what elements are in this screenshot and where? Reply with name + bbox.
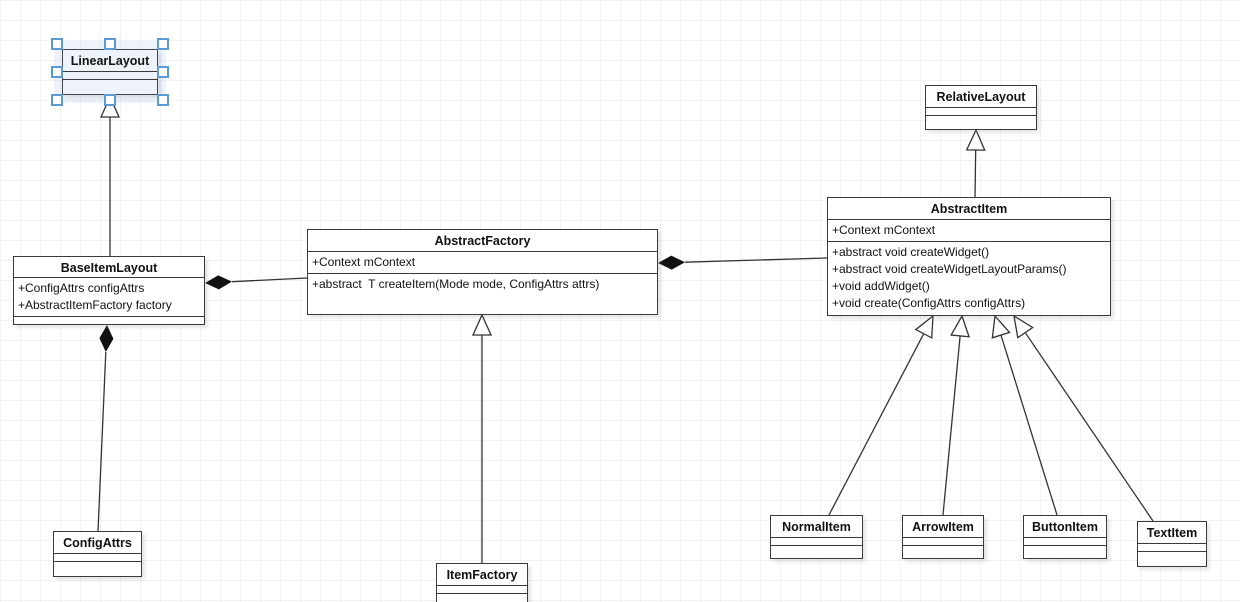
- class-title: ConfigAttrs: [54, 532, 141, 554]
- class-node-relative-layout[interactable]: [925, 85, 1037, 130]
- class-attributes-compartment: [1024, 538, 1106, 546]
- class-methods-compartment: [771, 546, 862, 558]
- class-method: +abstract T createItem(Mode mode, ConfigAttrs attrs): [312, 277, 600, 291]
- class-attributes-compartment: [437, 586, 527, 594]
- class-title: NormalItem: [771, 516, 862, 538]
- class-node-normal-item[interactable]: [770, 515, 863, 559]
- class-methods-compartment: [1138, 552, 1206, 566]
- generalization-arrowhead: [916, 316, 933, 338]
- class-method: +abstract void createWidgetLayoutParams(): [832, 262, 1067, 276]
- resize-handle-nw[interactable]: [51, 38, 63, 50]
- class-node-config-attrs[interactable]: [53, 531, 142, 577]
- resize-handle-se[interactable]: [157, 94, 169, 106]
- generalization-arrowhead: [1014, 316, 1033, 338]
- generalization-arrowhead: [473, 315, 491, 335]
- class-title: TextItem: [1138, 522, 1206, 544]
- class-title: ArrowItem: [903, 516, 983, 538]
- composition-diamond: [99, 325, 113, 352]
- class-attribute: +Context mContext: [832, 223, 936, 237]
- class-node-base-item-layout[interactable]: [13, 256, 205, 325]
- class-node-linear-layout[interactable]: [62, 49, 158, 95]
- class-node-item-factory[interactable]: [436, 563, 528, 602]
- class-attributes-compartment: [926, 108, 1036, 116]
- class-method: +void addWidget(): [832, 279, 930, 293]
- connection-comp-baseitemlayout-abstractfactory[interactable]: [205, 275, 307, 289]
- class-methods-compartment: [63, 80, 157, 94]
- generalization-arrowhead: [951, 316, 969, 337]
- class-methods-compartment: [926, 116, 1036, 129]
- connection-gen-baseitemlayout-linearlayout[interactable]: [101, 97, 119, 256]
- connection-gen-textitem-abstractitem[interactable]: [1014, 316, 1153, 521]
- composition-diamond: [205, 275, 232, 289]
- connection-comp-abstractfactory-abstractitem[interactable]: [658, 256, 827, 270]
- class-methods-compartment: [437, 594, 527, 602]
- class-attributes-compartment: [771, 538, 862, 546]
- class-attribute: +AbstractItemFactory factory: [18, 298, 172, 312]
- connection-gen-arrowitem-abstractitem[interactable]: [943, 316, 969, 515]
- class-attributes-compartment: [1138, 544, 1206, 552]
- class-title: ItemFactory: [437, 564, 527, 586]
- class-methods-compartment: [308, 274, 657, 314]
- class-title: BaseItemLayout: [14, 257, 204, 278]
- class-attributes-compartment: [903, 538, 983, 546]
- class-methods-compartment: [1024, 546, 1106, 558]
- resize-handle-n[interactable]: [104, 38, 116, 50]
- class-attribute: +Context mContext: [312, 255, 416, 269]
- resize-handle-ne[interactable]: [157, 38, 169, 50]
- class-attributes-compartment: [54, 554, 141, 562]
- class-node-arrow-item[interactable]: [902, 515, 984, 559]
- class-title: AbstractFactory: [308, 230, 657, 252]
- class-attributes-compartment: [63, 72, 157, 80]
- class-method: +void create(ConfigAttrs configAttrs): [832, 296, 1026, 310]
- connection-comp-baseitemlayout-configattrs[interactable]: [98, 325, 113, 531]
- connection-gen-itemfactory-abstractfactory[interactable]: [473, 315, 491, 563]
- class-title: ButtonItem: [1024, 516, 1106, 538]
- connection-gen-normalitem-abstractitem[interactable]: [829, 316, 933, 515]
- class-methods-compartment: [14, 317, 204, 324]
- generalization-arrowhead: [967, 130, 985, 150]
- class-attribute: +ConfigAttrs configAttrs: [18, 281, 145, 295]
- resize-handle-sw[interactable]: [51, 94, 63, 106]
- class-node-text-item[interactable]: [1137, 521, 1207, 567]
- resize-handle-e[interactable]: [157, 66, 169, 78]
- class-methods-compartment: [828, 242, 1110, 315]
- generalization-arrowhead: [992, 316, 1009, 338]
- class-title: RelativeLayout: [926, 86, 1036, 108]
- class-node-button-item[interactable]: [1023, 515, 1107, 559]
- resize-handle-w[interactable]: [51, 66, 63, 78]
- class-method: +abstract void createWidget(): [832, 245, 990, 259]
- class-methods-compartment: [903, 546, 983, 558]
- class-title: LinearLayout: [63, 50, 157, 72]
- class-methods-compartment: [54, 562, 141, 576]
- connection-gen-buttonitem-abstractitem[interactable]: [992, 316, 1057, 515]
- resize-handle-s[interactable]: [104, 94, 116, 106]
- class-title: AbstractItem: [828, 198, 1110, 220]
- class-attributes-compartment: [14, 278, 204, 317]
- connection-gen-abstractitem-relativelayout[interactable]: [967, 130, 985, 197]
- class-node-abstract-item[interactable]: [827, 197, 1111, 316]
- class-node-abstract-factory[interactable]: [307, 229, 658, 315]
- class-attributes-compartment: [308, 252, 657, 274]
- class-attributes-compartment: [828, 220, 1110, 242]
- composition-diamond: [658, 256, 685, 270]
